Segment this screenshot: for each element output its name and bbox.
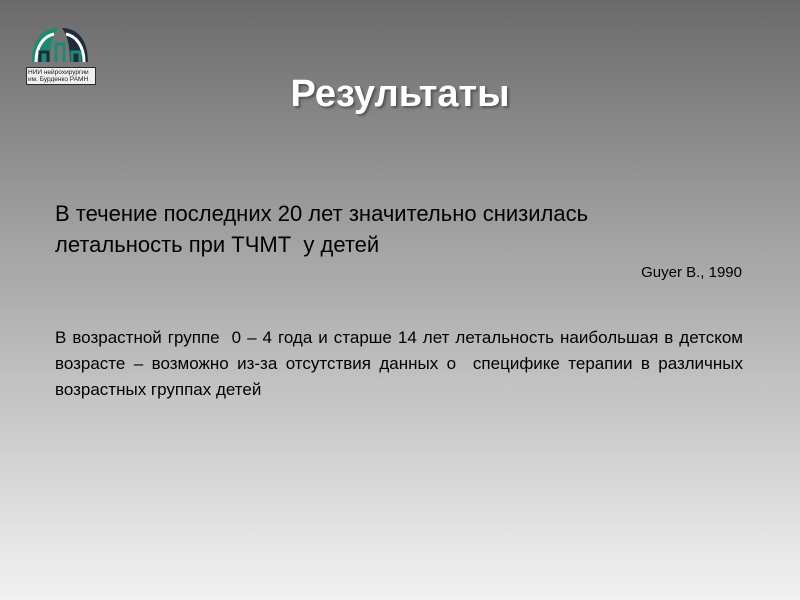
finding-line1: В течение последних 20 лет значительно снизилась xyxy=(55,201,589,226)
citation: Guyer B., 1990 xyxy=(641,264,742,281)
finding-age-groups: В возрастной группе 0 – 4 года и старше 14 лет летальность наибольшая в детском возрасте – возможно из-за отсутствия данных о специфике терапии в различных возрастных группах детей xyxy=(55,328,748,399)
finding-line2: летальность при ТЧМТ у детей xyxy=(55,232,380,257)
institute-emblem-icon xyxy=(28,24,92,68)
slide-title: Результаты xyxy=(290,73,510,115)
logo-caption-line1: НИИ нейрохирургии xyxy=(28,69,89,76)
logo-caption-line2: им. Бурденко РАМН xyxy=(28,76,89,83)
finding-mortality-decline xyxy=(55,198,755,260)
